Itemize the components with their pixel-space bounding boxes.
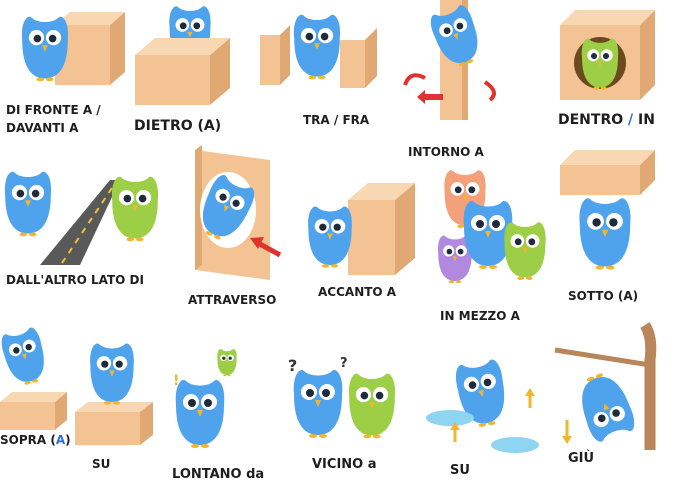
owl-icon [294, 370, 343, 438]
label-sotto: SOTTO (A) [568, 289, 639, 303]
label-di-fronte-1: DI FRONTE A / [6, 103, 101, 117]
owl-icon [579, 198, 630, 269]
label-attraverso: ATTRAVERSO [188, 293, 277, 307]
owl-icon [308, 207, 352, 268]
label-giu: GIÙ [568, 451, 595, 466]
scene-sotto [555, 150, 665, 280]
label-accanto: ACCANTO A [318, 285, 397, 299]
label-tra: TRA / FRA [303, 113, 370, 127]
scene-accanto [300, 180, 420, 280]
label-sopra-c: ) [65, 433, 71, 447]
label-dentro [558, 112, 655, 129]
label-altro-lato: DALL'ALTRO LATO DI [6, 273, 144, 287]
label-su-up: SU [450, 463, 470, 478]
label-sopra-b: A [55, 433, 66, 447]
scene-tra [255, 0, 385, 100]
scene-su-box [70, 350, 160, 450]
svg-text:!: ! [173, 373, 180, 389]
label-intorno: INTORNO A [408, 145, 484, 159]
owl-icon [90, 344, 134, 405]
owl-icon [5, 172, 51, 237]
scene-sopra [0, 330, 75, 430]
question-mark-icon: ? [288, 356, 298, 375]
scene-su-up [420, 350, 545, 460]
scene-giu [555, 320, 670, 450]
label-in-mezzo: IN MEZZO A [440, 309, 520, 323]
label-sopra [0, 432, 71, 449]
scene-di-fronte [0, 0, 130, 100]
owl-icon [0, 326, 51, 389]
owl-icon [349, 374, 395, 439]
label-di-fronte-2: DAVANTI A [6, 121, 79, 135]
scene-altro-lato [0, 165, 180, 275]
scene-attraverso [180, 145, 290, 285]
scene-dietro [130, 0, 240, 110]
label-sopra-a: SOPRA ( [0, 433, 56, 447]
label-dentro-b: IN [638, 112, 655, 128]
owl-icon [176, 380, 225, 448]
owl-icon [573, 368, 639, 445]
label-lontano: LONTANO da [172, 467, 265, 482]
question-mark-icon: ? [340, 356, 348, 371]
scene-in-mezzo [430, 170, 550, 290]
label-dietro: DIETRO (A) [134, 118, 222, 134]
owl-icon [294, 15, 340, 80]
scene-vicino [280, 350, 415, 450]
scene-dentro [555, 5, 665, 105]
label-dentro-a: DENTRO [558, 112, 624, 128]
label-su-box: SU [92, 457, 111, 471]
owl-icon [217, 349, 236, 376]
scene-intorno [395, 0, 515, 140]
owl-icon [504, 222, 545, 280]
scene-lontano [165, 345, 260, 455]
label-vicino: VICINO a [312, 457, 377, 472]
label-dentro-sep: / [628, 112, 634, 128]
owl-icon [427, 3, 486, 71]
owl-icon [112, 177, 158, 242]
